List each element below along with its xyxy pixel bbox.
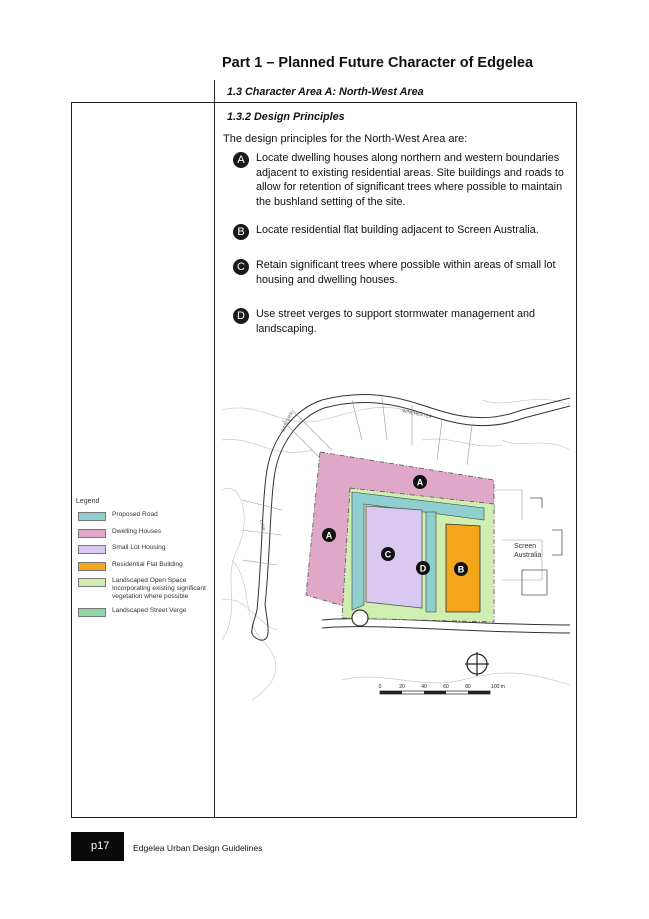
- proposed-road-link: [426, 512, 436, 612]
- screen-australia-label: Australia: [514, 552, 542, 559]
- principle-text: Retain significant trees where possible within areas of small lot housing and dwelling houses.: [256, 259, 556, 286]
- scale-label: 100 m: [491, 684, 505, 690]
- principle-text: Use street verges to support stormwater management and landscaping.: [256, 308, 536, 335]
- scale-label: 20: [399, 684, 405, 690]
- map-marker-label: A: [325, 530, 333, 541]
- compass-icon: [465, 652, 489, 676]
- legend-item-proposed-road: [76, 511, 212, 528]
- scale-bar: [380, 691, 490, 694]
- scale-label: 40: [421, 684, 427, 690]
- legend-item-landscaped-open-space: [76, 577, 212, 607]
- legend-label: Dwelling Houses: [112, 527, 162, 535]
- intro-text: The design principles for the North-West Area are:: [223, 133, 468, 145]
- principle-d: [233, 307, 573, 339]
- principle-c: [233, 258, 573, 290]
- map-marker-label: A: [416, 477, 424, 488]
- legend-item-small-lot-housing: [76, 544, 212, 561]
- legend-swatch: [78, 512, 106, 521]
- design-principles-heading: 1.3.2 Design Principles: [227, 111, 345, 123]
- legend-title: Legend: [76, 498, 100, 505]
- legend-label: Proposed Road: [112, 511, 158, 518]
- legend-swatch: [78, 545, 106, 554]
- legend-swatch: [78, 578, 106, 587]
- street-label: LYRE: [259, 519, 266, 532]
- principle-b: [233, 223, 573, 241]
- legend-item-landscaped-street-verge: [76, 607, 212, 624]
- legend-label: Landscaped Street Verge: [112, 607, 187, 614]
- roundabout-icon: [352, 610, 368, 626]
- legend-item-dwelling-houses: [76, 528, 212, 545]
- legend-item-residential-flat-building: [76, 561, 212, 578]
- scale-label: 80: [465, 684, 471, 690]
- map-marker-label: C: [384, 549, 392, 560]
- scale-label: 0: [378, 684, 382, 690]
- marker-c-icon: C: [233, 259, 249, 275]
- legend-swatch: [78, 529, 106, 538]
- marker-a-icon: A: [233, 152, 249, 168]
- marker-b-icon: B: [233, 224, 249, 240]
- column-divider: [214, 102, 215, 818]
- map-marker-label: D: [419, 563, 427, 574]
- page-number: p17: [91, 840, 110, 852]
- scale-label: 60: [443, 684, 449, 690]
- scale-labels: [379, 684, 505, 690]
- section-subheading: 1.3 Character Area A: North-West Area: [227, 86, 424, 98]
- marker-d-icon: D: [233, 308, 249, 324]
- legend-swatch: [78, 608, 106, 617]
- site-plan-map: [222, 380, 570, 700]
- principle-text: Locate residential flat building adjacent to Screen Australia.: [256, 224, 539, 236]
- principle-a: [233, 151, 573, 211]
- principle-text: Locate dwelling houses along northern and western boundaries adjacent to existing residential areas. Site buildings and roads to allow for retention of significant trees where possible to maintain the bushland setting of the site.: [256, 152, 564, 209]
- divider: [214, 80, 215, 102]
- footer-title: Edgelea Urban Design Guidelines: [133, 843, 263, 853]
- street-label: EASTERN: [280, 411, 294, 433]
- legend-label: Landscaped Open Space Incorporating existing significant vegetation where possible: [112, 577, 206, 600]
- legend-label: Residential Flat Building: [112, 560, 183, 568]
- legend-label: Small Lot Housing: [112, 544, 166, 551]
- screen-australia-label: Screen: [514, 543, 537, 550]
- map-marker-label: B: [457, 564, 465, 575]
- street-label: WINCHESTER: [401, 408, 433, 420]
- legend-swatch: [78, 562, 106, 571]
- map-legend: [76, 498, 212, 624]
- page-title: Part 1 – Planned Future Character of Edgelea: [222, 55, 534, 71]
